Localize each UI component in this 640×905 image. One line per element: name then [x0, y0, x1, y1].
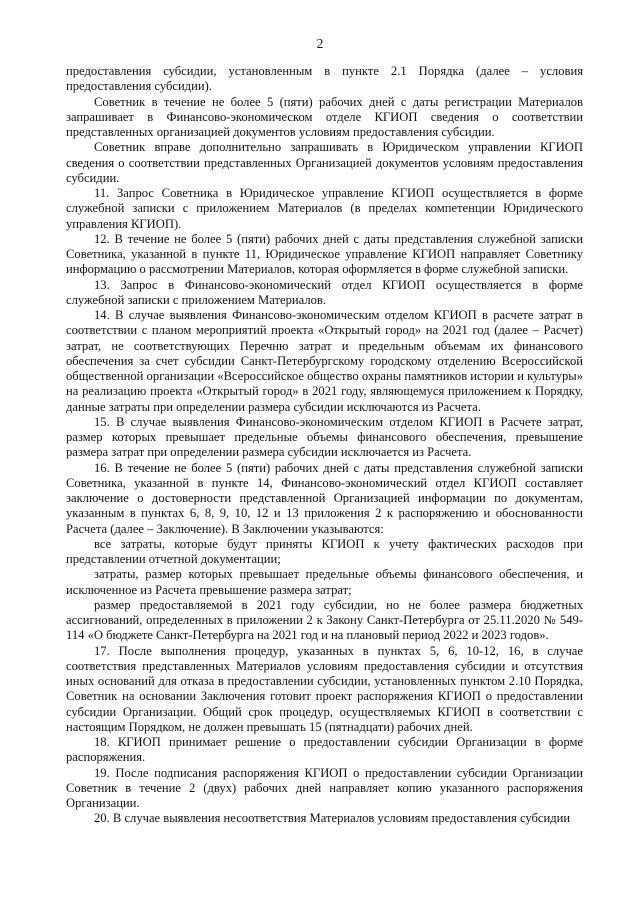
- paragraph-20: 20. В случае выявления несоответствия Материалов условиям предоставления субсидии: [94, 811, 571, 826]
- paragraph-13: 13. Запрос в Финансово-экономический отдел КГИОП осуществляется в форме служебной записки с приложением Материалов.: [66, 277, 583, 307]
- paragraph-15: 15. В случае выявления Финансово-экономическим отделом КГИОП в Расчете затрат, размер которых превышает предельные объемы финансового обеспечения, превышение размера затрат при определении размера субсидии исключается из Расчета.: [66, 414, 583, 460]
- paragraph-16-item-1: все затраты, которые будут приняты КГИОП к учету фактических расходов при представлении отчетной документации;: [66, 536, 583, 566]
- paragraph-advisor-request: Советник в течение не более 5 (пяти) рабочих дней с даты регистрации Материалов запрашивает в Финансово-экономическом отделе КГИОП сведения о соответствии представленных организацией документов условиям предоставления субсидии.: [66, 94, 583, 139]
- paragraph-16-item-2: затраты, размер которых превышает предельные объемы финансового обеспечения, и исключенное из Расчета превышение размера затрат;: [66, 567, 583, 597]
- paragraph-11: 11. Запрос Советника в Юридическое управление КГИОП осуществляется в форме служебной записки с приложением Материалов (в пределах компетенции Юридического управления КГИОП).: [66, 186, 583, 231]
- page-number: 2: [316, 36, 324, 51]
- paragraph-17: 17. После выполнения процедур, указанных в пунктах 5, 6, 10-12, 16, в случае соответствия представленных Материалов условиям предоставления субсидии и отсутствия иных оснований для отказа в предоставлении субсидии, установленных пунктом 2.10 Порядка, Советник на основании Заключения готовит проект распоряжения КГИОП о предоставлении субсидии Организации. Общий срок процедур, осуществляемых КГИОП в соответствии с настоящим Порядком, не должен превышать 15 (пятнадцати) рабочих дней.: [66, 643, 583, 734]
- paragraph-19: 19. После подписания распоряжения КГИОП о предоставлении субсидии Организации Советник в течение 2 (двух) рабочих дней направляет копию указанного распоряжения Организации.: [66, 765, 583, 810]
- paragraph-16: 16. В течение не более 5 (пяти) рабочих дней с даты представления служебной записки Советника, указанной в пункте 14, Финансово-экономический отдел КГИОП составляет заключение о достоверности представленной Организацией информации по документам, указанным в пунктах 6, 8, 9, 10, 12 и 13 приложения 2 к распоряжению и обоснованности Расчета (далее – Заключение). В Заключении указываются:: [66, 460, 583, 536]
- paragraph-16-item-3: размер предоставляемой в 2021 году субсидии, но не более размера бюджетных ассигнований, определенных в приложении 2 к Закону Санкт-Петербурга от 25.11.2020 № 549-114 «О бюджете Санкт-Петербурга на 2021 год и на плановый период 2022 и 2023 годов».: [66, 597, 583, 643]
- document-body: [66, 64, 583, 827]
- paragraph-advisor-optional-request: Советник вправе дополнительно запрашивать в Юридическом управлении КГИОП сведения о соответствии представленных Организацией документов условиям предоставления субсидии.: [66, 140, 583, 185]
- paragraph-14: 14. В случае выявления Финансово-экономическим отделом КГИОП в расчете затрат в соответствии с планом мероприятий проекта «Открытый город» на 2021 год (далее – Расчет) затрат, не соответствующих Перечню затрат и предельным объемам их финансового обеспечения за счет субсидии Санкт-Петербургскому городскому отделению Всероссийской общественной организации «Всероссийское общество охраны памятников истории и культуры» на реализацию проекта «Открытый город» в 2021 году, являющемуся приложением к Порядку, данные затраты при определении размера субсидии исключаются из Расчета.: [66, 308, 584, 414]
- paragraph-continuation: предоставления субсидии, установленным в пункте 2.1 Порядка (далее – условия предоставления субсидии).: [66, 64, 583, 94]
- paragraph-12: 12. В течение не более 5 (пяти) рабочих дней с даты представления служебной записки Советника, указанной в пункте 11, Юридическое управление КГИОП направляет Советнику информацию о рассмотрении Материалов, которая оформляется в форме служебной записки.: [66, 231, 583, 277]
- paragraph-18: 18. КГИОП принимает решение о предоставлении субсидии Организации в форме распоряжения.: [66, 735, 583, 765]
